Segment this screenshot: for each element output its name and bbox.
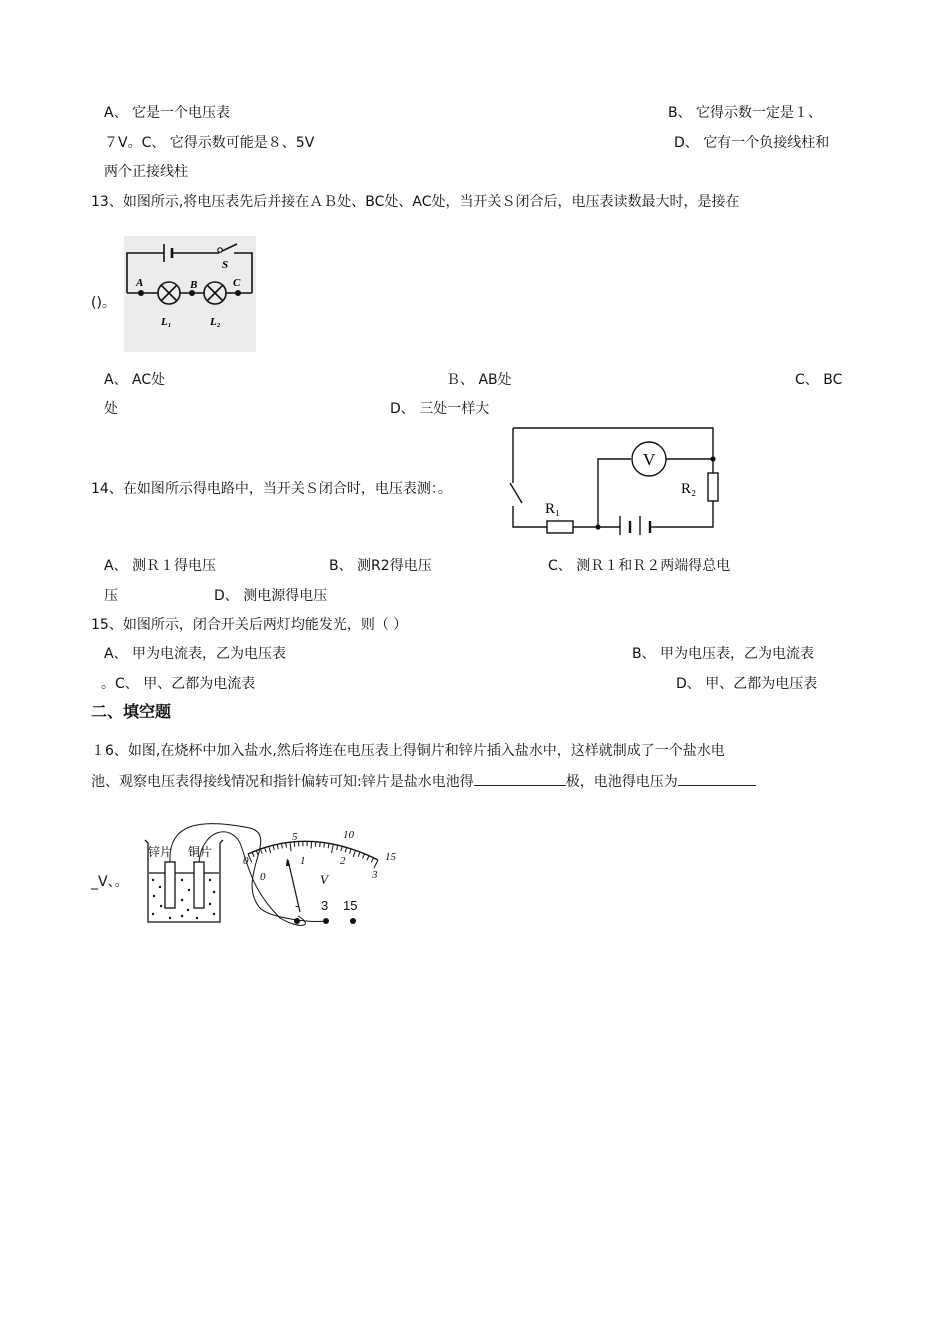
- q16-blank-voltage[interactable]: [678, 771, 756, 786]
- node-label-b: B: [190, 279, 198, 291]
- meter-tick: [248, 854, 252, 862]
- q13-option-c: C、 BC: [795, 372, 843, 388]
- q12-option-a: A、 它是一个电压表: [104, 105, 231, 121]
- q16-stem-line2: [91, 771, 756, 791]
- meter-tick: [350, 849, 352, 854]
- q15-option-c: 。C、 甲、乙都为电流表: [101, 676, 256, 692]
- q15-stem: 15、如图所示，闭合开关后两灯均能发光，则（ ）: [91, 617, 408, 633]
- section-title-fill-in: 二、填空题: [91, 702, 172, 721]
- upper-scale-10: 10: [343, 829, 354, 841]
- q14-circuit-diagram: [505, 423, 722, 535]
- upper-scale-0: 0: [243, 855, 249, 867]
- q14-option-a: A、 测Ｒ１得电压: [104, 558, 217, 574]
- upper-scale-5: 5: [292, 831, 298, 843]
- lower-scale-3: 3: [372, 869, 378, 881]
- lamp-label-l1: L₁: [161, 316, 172, 328]
- meter-tick: [332, 844, 334, 853]
- meter-tick: [328, 843, 329, 848]
- meter-unit-label: V: [320, 872, 328, 887]
- zinc-plate-label: 锌片: [148, 845, 173, 859]
- lower-scale-2: 2: [340, 855, 346, 867]
- q16-stem-line1: １6、如图,在烧杯中加入盐水,然后将连在电压表上得铜片和锌片插入盐水中，这样就制成了一个盐水电: [91, 743, 725, 759]
- q12-option-d-cont: 两个正接线柱: [104, 164, 188, 180]
- q13-option-d: D、 三处一样大: [390, 401, 490, 417]
- q13-option-c-cont: 处: [104, 401, 118, 417]
- node-label-a: A: [136, 277, 144, 289]
- node-label-c: C: [233, 277, 241, 289]
- meter-tick: [252, 852, 254, 857]
- q13-option-a: A、 AC处: [104, 372, 166, 388]
- meter-tick: [265, 848, 266, 853]
- meter-tick: [353, 850, 355, 857]
- q15-option-d: D、 甲、乙都为电压表: [676, 676, 818, 692]
- terminal-label-negative: -: [295, 898, 300, 913]
- upper-scale-15: 15: [385, 851, 396, 863]
- meter-tick: [345, 848, 346, 853]
- q14-option-b: B、 测R2得电压: [329, 558, 432, 574]
- terminal-negative: [294, 918, 300, 924]
- q13-option-b: Ｂ、 AB处: [446, 372, 512, 388]
- q13-stem: 13、如图所示,将电压表先后并接在ＡＢ处、BC处、AC处，当开关Ｓ闭合后，电压表读数最大时，是接在: [91, 194, 740, 210]
- q14-stem: 14、在如图所示得电路中，当开关Ｓ闭合时，电压表测：。: [91, 481, 452, 497]
- q14-option-d: D、 测电源得电压: [214, 588, 328, 604]
- meter-tick: [286, 843, 287, 848]
- meter-tick: [273, 845, 274, 850]
- switch-label-s: S: [222, 259, 229, 271]
- terminal-label-15: 15: [343, 898, 358, 913]
- meter-tick: [256, 851, 258, 856]
- q13-stem-end: ()。: [91, 295, 116, 311]
- meter-tick: [277, 844, 278, 849]
- meter-tick: [363, 854, 365, 859]
- q16-stem-text-a: 池、观察电压表得接线情况和指针偏转可知:锌片是盐水电池得: [91, 774, 474, 790]
- voltmeter-label: V: [643, 450, 656, 469]
- q16-stem-end: _V、。: [91, 874, 129, 890]
- copper-plate-label: 铜片: [188, 845, 213, 859]
- q16-stem-text-b: 极，电池得电压为: [565, 774, 678, 790]
- meter-tick: [367, 856, 369, 861]
- meter-tick: [358, 852, 360, 857]
- meter-tick: [337, 845, 338, 850]
- meter-tick: [290, 842, 291, 851]
- q14-option-c-cont: 压: [104, 588, 118, 604]
- lower-scale-0: 0: [260, 871, 266, 883]
- terminal-label-3: 3: [321, 898, 329, 913]
- terminal-15: [350, 918, 356, 924]
- lower-scale-1: 1: [300, 855, 306, 867]
- terminal-3: [323, 918, 329, 924]
- q12-option-c: ７V。C、 它得示数可能是８、5V: [104, 135, 315, 151]
- q16-blank-pole[interactable]: [474, 771, 566, 786]
- q15-option-a: A、 甲为电流表，乙为电压表: [104, 646, 287, 662]
- resistor-label-r2: R₂: [681, 481, 697, 497]
- q13-circuit-diagram: [124, 236, 256, 352]
- meter-tick: [281, 843, 282, 848]
- meter-tick: [341, 846, 342, 851]
- meter-tick: [320, 842, 321, 847]
- meter-tick: [371, 858, 373, 863]
- q12-option-b: B、 它得示数一定是１、: [668, 105, 823, 121]
- meter-tick: [324, 843, 325, 848]
- resistor-label-r1: R₁: [545, 501, 561, 517]
- meter-tick: [374, 860, 378, 868]
- q12-option-d: D、 它有一个负接线柱和: [674, 135, 830, 151]
- lamp-label-l2: L₂: [210, 316, 221, 328]
- meter-tick: [269, 846, 271, 853]
- meter-tick: [260, 849, 262, 854]
- q16-saltwater-battery-diagram: [140, 818, 402, 930]
- q15-option-b: B、 甲为电压表，乙为电流表: [632, 646, 815, 662]
- q14-option-c: C、 测Ｒ１和Ｒ２两端得总电: [548, 558, 731, 574]
